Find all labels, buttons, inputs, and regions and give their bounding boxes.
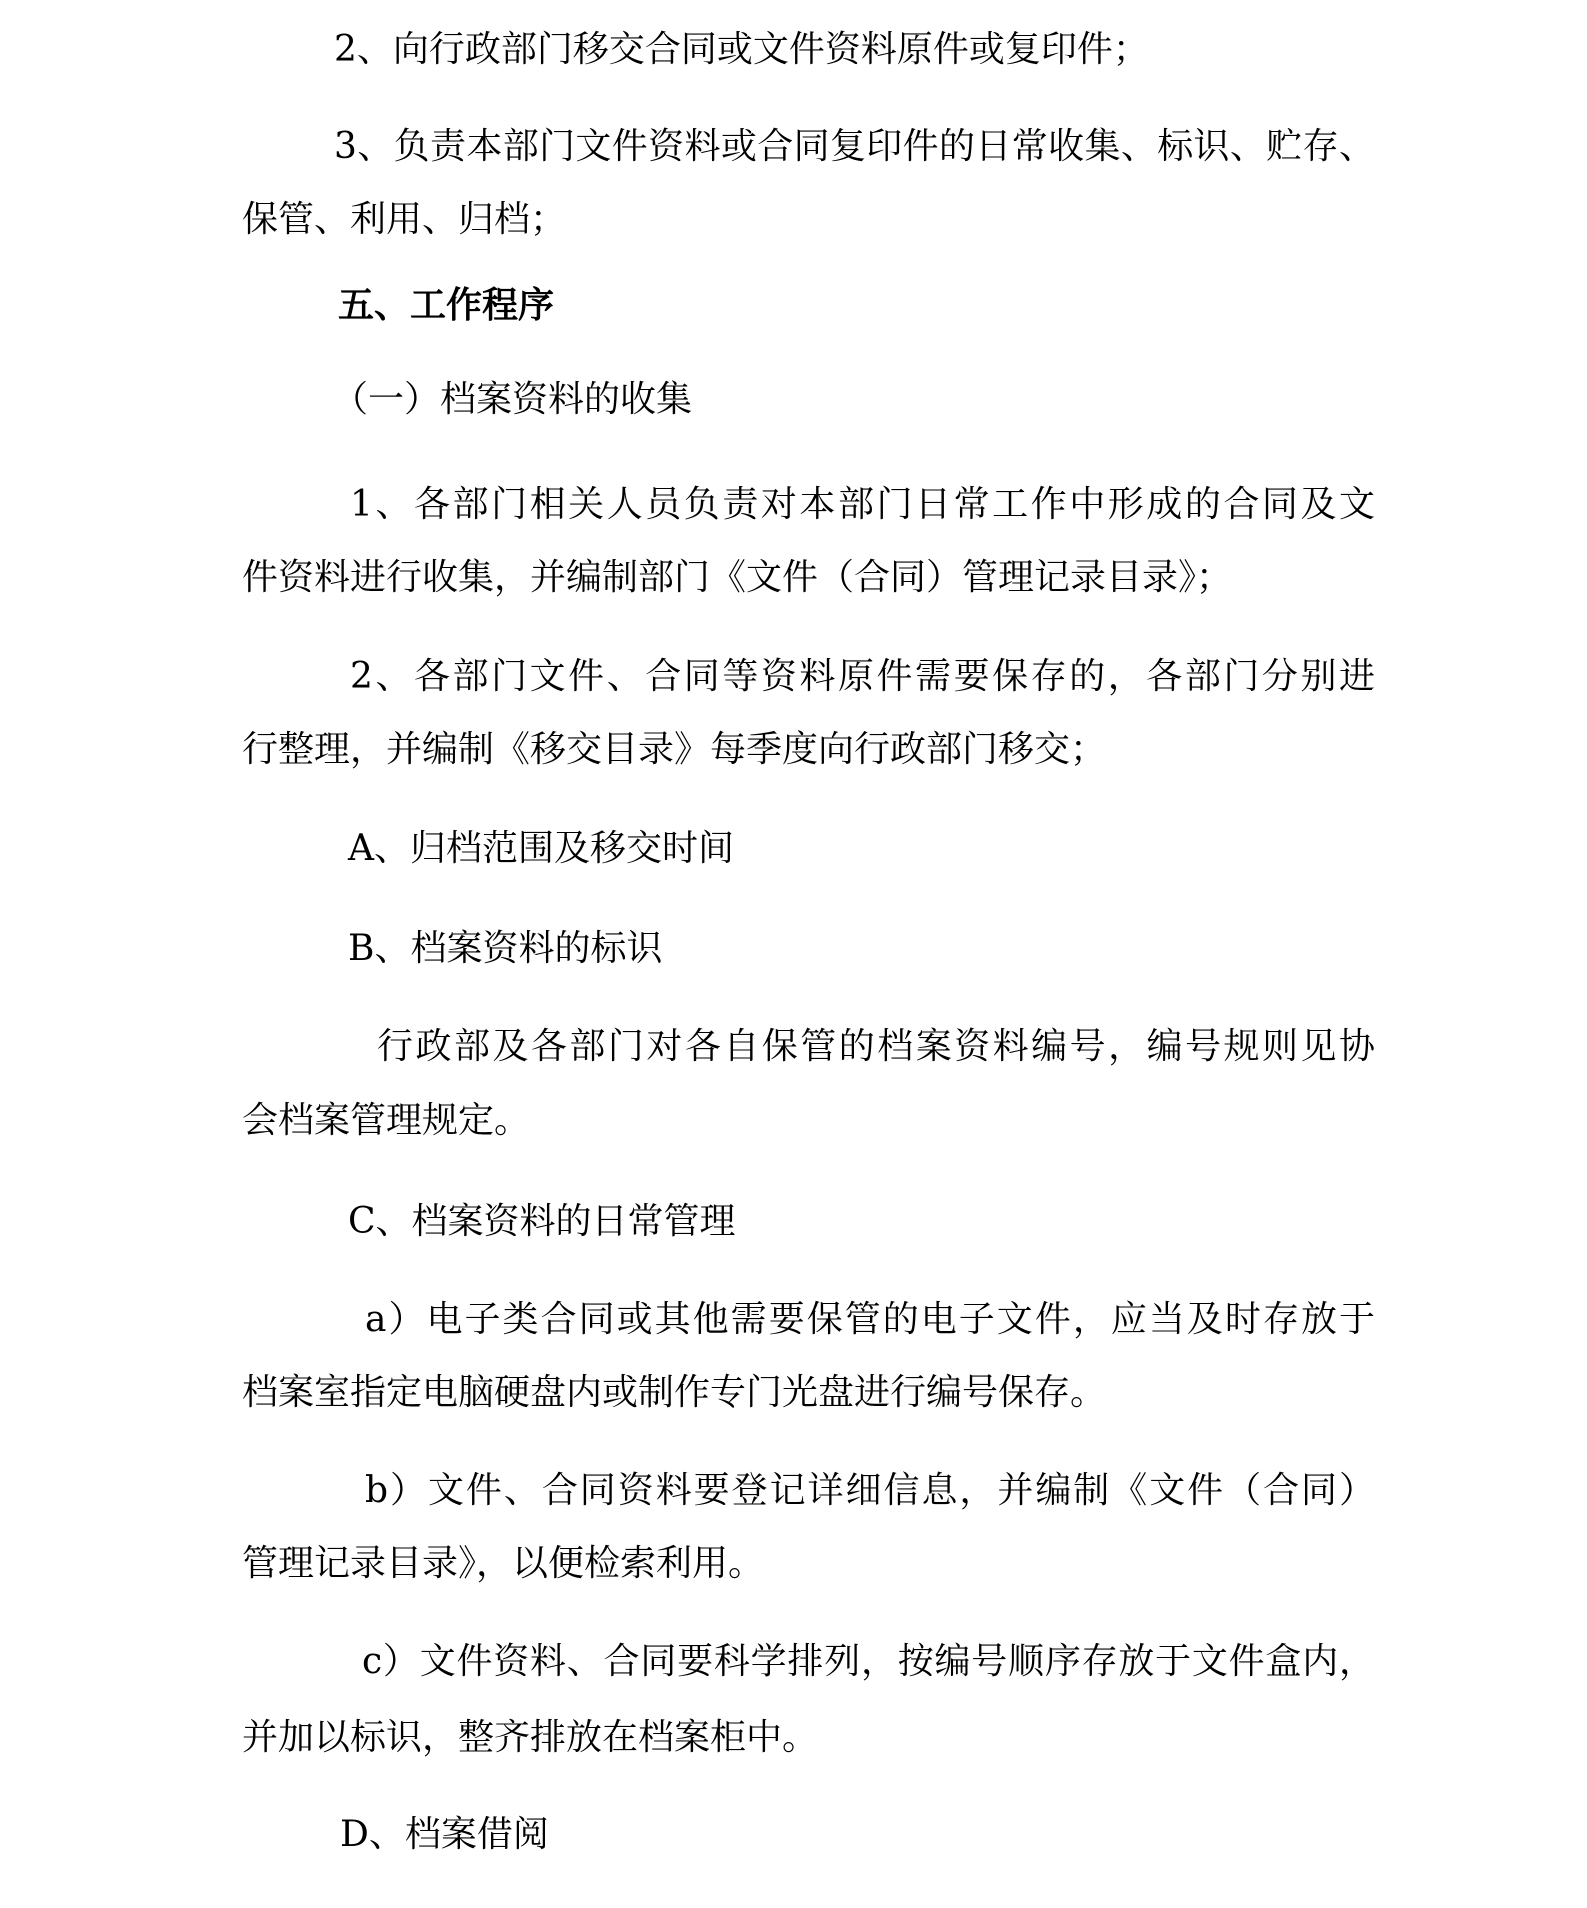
numbered-item-line: 1、各部门相关人员负责对本部门日常工作中形成的合同及文 bbox=[350, 484, 1375, 525]
numbered-item-line: 2、向行政部门移交合同或文件资料原件或复印件； bbox=[334, 29, 1149, 70]
sub-item-line: b）文件、合同资料要登记详细信息，并编制《文件（合同） bbox=[365, 1470, 1375, 1511]
sub-item-line: 档案室指定电脑硬盘内或制作专门光盘进行编号保存。 bbox=[242, 1372, 1107, 1413]
numbered-item-line: 3、负责本部门文件资料或合同复印件的日常收集、标识、贮存、 bbox=[334, 126, 1375, 167]
lettered-item-line: A、归档范围及移交时间 bbox=[348, 828, 734, 869]
numbered-item-line: 保管、利用、归档； bbox=[242, 199, 567, 240]
lettered-item-line: D、档案借阅 bbox=[340, 1814, 549, 1855]
lettered-item-line: C、档案资料的日常管理 bbox=[348, 1201, 736, 1242]
numbered-item-line: 2、各部门文件、合同等资料原件需要保存的，各部门分别进 bbox=[350, 656, 1375, 697]
body-paragraph-line: 行政部及各部门对各自保管的档案资料编号，编号规则见协 bbox=[377, 1026, 1375, 1067]
sub-item-line: 管理记录目录》，以便检索利用。 bbox=[242, 1543, 765, 1584]
sub-item-line: 并加以标识，整齐排放在档案柜中。 bbox=[242, 1717, 819, 1758]
sub-item-line: c）文件资料、合同要科学排列，按编号顺序存放于文件盒内， bbox=[362, 1641, 1375, 1682]
section-heading: 五、工作程序 bbox=[338, 284, 555, 326]
sub-item-line: a）电子类合同或其他需要保管的电子文件，应当及时存放于 bbox=[365, 1299, 1375, 1340]
subsection-heading: （一）档案资料的收集 bbox=[332, 379, 693, 420]
numbered-item-line: 行整理，并编制《移交目录》每季度向行政部门移交； bbox=[242, 729, 1107, 770]
body-paragraph-line: 会档案管理规定。 bbox=[242, 1100, 531, 1141]
numbered-item-line: 件资料进行收集，并编制部门《文件（合同）管理记录目录》； bbox=[242, 557, 1233, 598]
lettered-item-line: B、档案资料的标识 bbox=[348, 928, 663, 969]
